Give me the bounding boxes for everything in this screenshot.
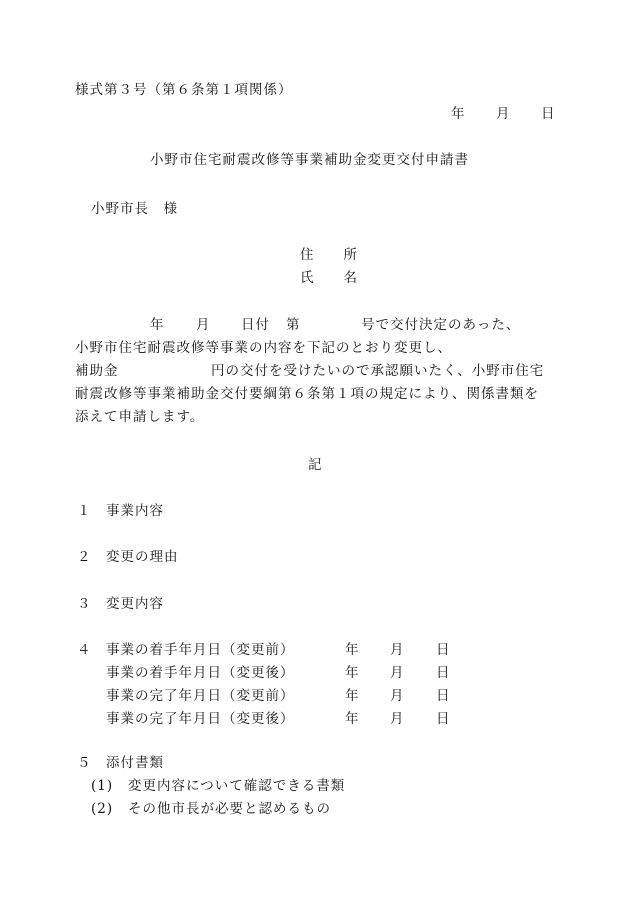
item-label: 変更の理由 <box>106 549 179 565</box>
item-number: ４ <box>77 642 92 658</box>
date-row-day: 日 <box>436 665 451 681</box>
body-year: 年 <box>150 317 165 333</box>
attachments-number: ５ <box>77 755 92 771</box>
date-row-month: 月 <box>390 711 405 727</box>
attachments-label: 添付書類 <box>106 755 164 771</box>
date-row-label: 事業の着手年月日（変更前） <box>106 642 295 658</box>
attachment-label: 変更内容について確認できる書類 <box>128 778 346 794</box>
date-row-month: 月 <box>390 665 405 681</box>
name-label: 氏 名 <box>300 270 358 286</box>
date-row-year: 年 <box>345 642 360 658</box>
document-title: 小野市住宅耐震改修等事業補助金変更交付申請書 <box>150 152 469 168</box>
date-month: 月 <box>496 106 511 122</box>
date-row-year: 年 <box>345 711 360 727</box>
date-year: 年 <box>451 106 466 122</box>
date-row-month: 月 <box>390 688 405 704</box>
date-row-label: 事業の完了年月日（変更後） <box>106 711 295 727</box>
date-row-label: 事業の完了年月日（変更前） <box>106 688 295 704</box>
body-day-date: 日付 <box>241 317 270 333</box>
date-row-year: 年 <box>345 665 360 681</box>
date-row-year: 年 <box>345 688 360 704</box>
item-number: １ <box>77 503 92 519</box>
date-day: 日 <box>541 106 556 122</box>
form-number: 様式第３号（第６条第１項関係） <box>75 82 293 98</box>
body-line1-tail: 号で交付決定のあった、 <box>361 317 521 333</box>
item-number: ３ <box>77 596 92 612</box>
item-number: ２ <box>77 549 92 565</box>
item-label: 事業内容 <box>106 503 164 519</box>
date-row-day: 日 <box>436 642 451 658</box>
attachment-label: その他市長が必要と認めるもの <box>128 801 331 817</box>
date-row-day: 日 <box>436 711 451 727</box>
attachment-number: (2) <box>91 801 114 817</box>
body-line3-head: 補助金 <box>75 363 119 379</box>
address-label: 住 所 <box>300 247 358 263</box>
date-row-label: 事業の着手年月日（変更後） <box>106 665 295 681</box>
body-line3-tail: 円の交付を受けたいので承認願いたく、小野市住宅 <box>211 363 545 379</box>
body-line2: 小野市住宅耐震改修等事業の内容を下記のとおり変更し、 <box>75 340 452 356</box>
date-row-day: 日 <box>436 688 451 704</box>
date-row-month: 月 <box>390 642 405 658</box>
attachment-number: (1) <box>91 778 114 794</box>
addressee: 小野市長 様 <box>91 201 178 217</box>
body-month: 月 <box>196 317 211 333</box>
body-dai: 第 <box>286 317 301 333</box>
item-label: 変更内容 <box>106 596 164 612</box>
body-line5: 添えて申請します。 <box>75 409 205 425</box>
ki-heading: 記 <box>308 457 323 473</box>
body-line4: 耐震改修等事業補助金交付要綱第６条第１項の規定により、関係書類を <box>75 386 539 402</box>
